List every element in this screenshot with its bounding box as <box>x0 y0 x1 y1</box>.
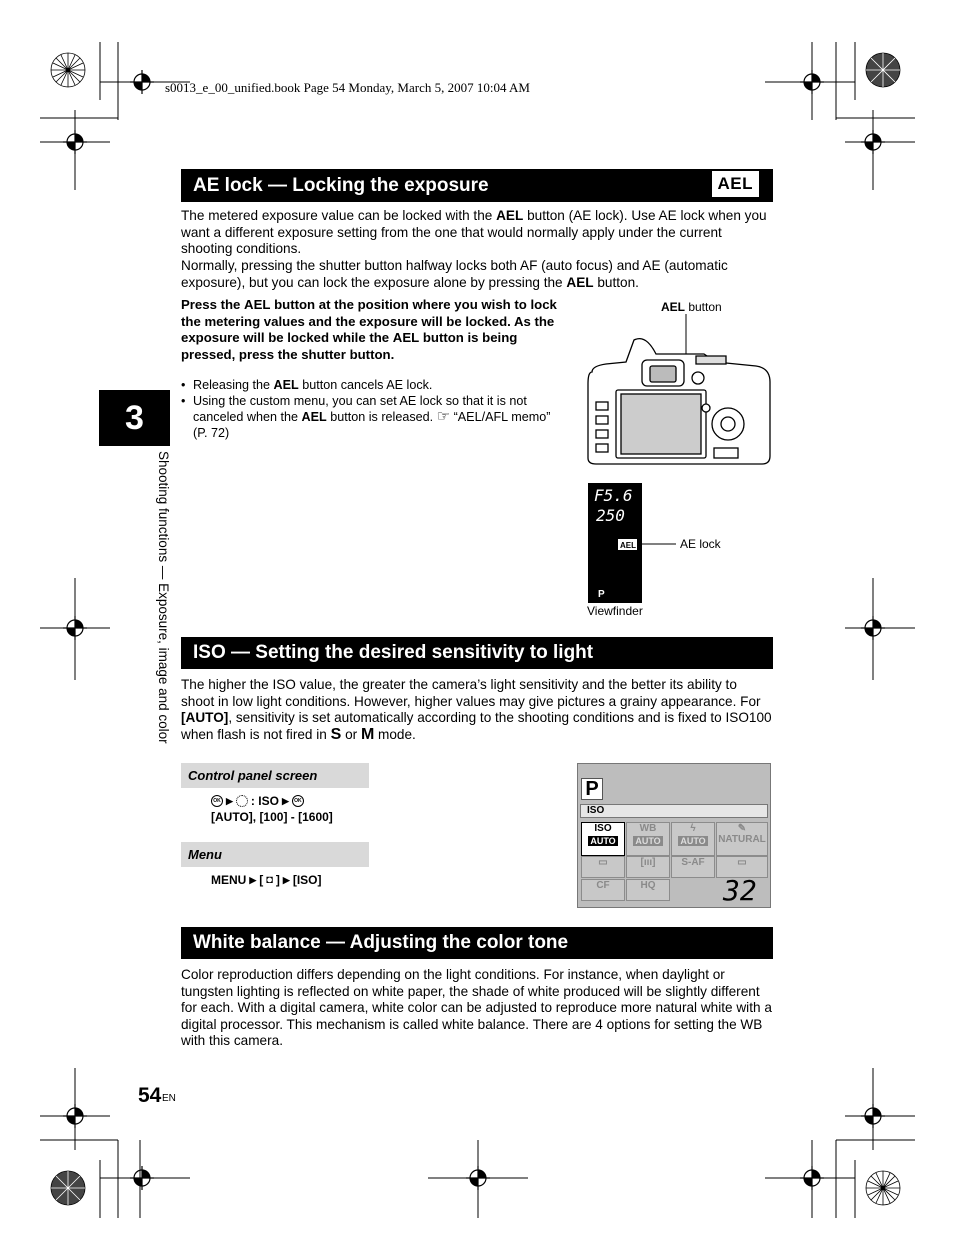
ae-instruction: Press the AEL button at the position where you wish to lock the metering values and the exposure will be locked. As the exposure will be locked while the AEL button is being pressed, press the shutter button. <box>181 297 557 362</box>
flash-cell: ϟ AUTO <box>671 822 715 856</box>
section-heading-iso <box>181 637 773 669</box>
chapter-tab: 3 <box>99 390 170 446</box>
svg-text:P: P <box>598 589 605 600</box>
af-mode-cell: S-AF <box>671 856 715 878</box>
svg-text:AEL: AEL <box>620 541 636 550</box>
wb-paragraph: Color reproduction differs depending on the light conditions. For instance, when daylight or tungsten lighting is reflected on white paper, the shade of white produced will be slightly different for each. With a digital camera, white color can be adjusted to reproduce more natural white with a digital processor. This mechanism is called white balance. There are 4 options for setting the WB with this camera. <box>181 967 772 1049</box>
list-item: • Releasing the AEL button cancels AE lock. <box>181 378 561 394</box>
ok-button-icon: OK <box>211 795 223 807</box>
panel-title: ISO <box>580 804 768 818</box>
svg-text:AE lock: AE lock <box>680 537 721 551</box>
control-panel-label: Control panel screen <box>181 763 369 788</box>
arrow-right-icon: ▶ <box>282 874 290 885</box>
camera-settings-icon: ◘ <box>266 874 273 886</box>
quality-cell: HQ <box>626 879 670 901</box>
control-panel-sequence: OK ▶ : ISO ▶ OK <box>211 794 304 808</box>
menu-sequence: MENU ▶ [ ◘ ] ▶ [ISO] <box>211 873 322 887</box>
list-item: • Using the custom menu, you can set AE lock so that it is not canceled when the AEL button is released. ☞ “AEL/AFL memo” (P. 72) <box>181 394 561 442</box>
single-frame-icon: ▭ <box>737 857 747 868</box>
reference-icon: ☞ <box>436 408 451 425</box>
svg-text:F5.6: F5.6 <box>594 486 633 505</box>
arrow-right-icon: ▶ <box>226 795 233 806</box>
section-heading-ae-lock <box>181 169 773 202</box>
picture-mode-icon: ✎ <box>737 823 747 834</box>
section-title: ISO — Setting the desired sensitivity to light <box>193 642 594 663</box>
ael-badge: AEL <box>712 171 760 197</box>
camera-ael-label: AEL button <box>661 300 722 314</box>
ok-button-icon: OK <box>292 795 304 807</box>
iso-paragraph: The higher the ISO value, the greater the camera’s light sensitivity and the better its ability to shoot in low light conditions. However, higher values may give pictures a grainy appearance. For [AUTO], sensitivity is set automatically according to the shooting conditions and is fixed to ISO100 when flash is not fired in S or M mode. <box>181 677 772 743</box>
ae-paragraph-2: Normally, pressing the shutter button halfway locks both AF (auto focus) and AE (automatic exposure), but you can lock the exposure alone by pressing the AEL button. <box>181 258 728 290</box>
ae-notes <box>181 378 561 441</box>
viewfinder-caption: Viewfinder <box>587 604 643 618</box>
print-header-line: s0013_e_00_unified.book Page 54 Monday, March 5, 2007 10:04 AM <box>165 80 530 95</box>
page-number: 54 <box>138 1084 162 1107</box>
arrow-right-icon: ▶ <box>249 874 257 885</box>
iso-cell-selected: ISO AUTO <box>581 822 625 856</box>
metering-icon: ▭ <box>598 857 608 868</box>
menu-label: Menu <box>181 842 369 867</box>
camera-back-illustration <box>586 312 772 466</box>
dial-icon <box>236 795 248 807</box>
flash-icon: ϟ <box>690 823 696 834</box>
section-title: White balance — Adjusting the color tone <box>193 932 569 953</box>
wb-cell: WB AUTO <box>626 822 670 856</box>
remaining-shots: 32 <box>723 874 757 907</box>
arrow-right-icon: ▶ <box>281 795 289 806</box>
picture-mode-cell: ✎ NATURAL <box>716 822 768 856</box>
af-area-cell: [ııı] <box>626 856 670 878</box>
control-panel-screen <box>577 763 771 908</box>
ae-paragraph-1: The metered exposure value can be locked with the AEL button (AE lock). Use AE lock when you want a different exposure setting from the one that would normally apply under the current shooting conditions. <box>181 208 767 257</box>
chapter-side-title: Shooting functions — Exposure, image and color <box>156 451 171 744</box>
iso-values: [AUTO], [100] - [1600] <box>211 810 333 824</box>
svg-text:250: 250 <box>596 506 625 525</box>
metering-cell <box>581 856 625 878</box>
card-cell: CF <box>581 879 625 901</box>
section-heading-white-balance <box>181 927 773 959</box>
mode-indicator: P <box>581 778 603 800</box>
section-title: AE lock — Locking the exposure <box>193 174 489 196</box>
viewfinder-display <box>588 483 728 605</box>
page-language: EN <box>162 1093 176 1104</box>
